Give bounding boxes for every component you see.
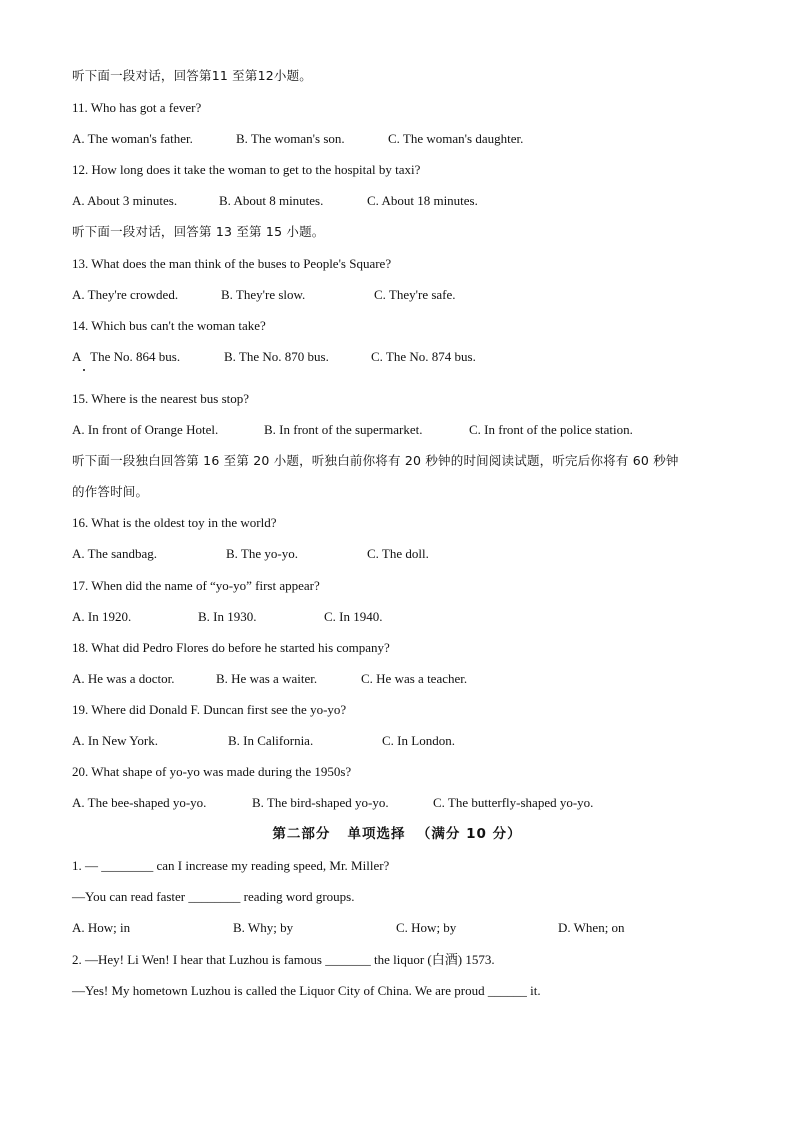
question-15-stem: 15. Where is the nearest bus stop? — [72, 391, 250, 406]
part2-question-1-line2: —You can read faster ________ reading word groups. — [72, 889, 355, 904]
question-14-option-a: A The No. 864 bus. — [72, 349, 181, 364]
question-16-stem: 16. What is the oldest toy in the world? — [72, 515, 277, 530]
question-18-option-c: C. He was a teacher. — [361, 671, 468, 686]
question-18-option-a: A. He was a doctor. — [72, 671, 175, 686]
question-14-option-b: B. The No. 870 bus. — [224, 349, 329, 364]
question-14-stem: 14. Which bus can't the woman take? — [72, 318, 266, 333]
question-18-option-b: B. He was a waiter. — [216, 671, 318, 686]
question-17-stem: 17. When did the name of “yo-yo” first appear? — [72, 578, 320, 593]
question-15-option-b: B. In front of the supermarket. — [264, 422, 423, 437]
question-17-option-c: C. In 1940. — [324, 609, 383, 624]
question-11-option-c: C. The woman's daughter. — [388, 131, 524, 146]
question-12-option-a: A. About 3 minutes. — [72, 193, 178, 208]
question-17-option-b: B. In 1930. — [198, 609, 257, 624]
question-19-stem: 19. Where did Donald F. Duncan first see the yo-yo? — [72, 702, 347, 717]
instruction-q16-20-line1: 听下面一段独白回答第 16 至第 20 小题，听独白前你将有 20 秒钟的时间阅读试题，听完后你将有 60 秒钟 — [72, 453, 679, 468]
question-11-option-b: B. The woman's son. — [236, 131, 345, 146]
part2-question-1-option-b: B. Why; by — [233, 920, 294, 935]
question-11-stem: 11. Who has got a fever? — [72, 100, 202, 115]
instruction-q16-20-line2: 的作答时间。 — [72, 484, 149, 499]
question-16-option-c: C. The doll. — [367, 546, 429, 561]
stray-dot-mark — [83, 369, 85, 371]
part2-question-2-line1: 2. —Hey! Li Wen! I hear that Luzhou is famous _______ the liquor (白酒) 1573. — [72, 952, 495, 967]
question-12-stem: 12. How long does it take the woman to get to the hospital by taxi? — [72, 162, 421, 177]
question-16-option-a: A. The sandbag. — [72, 546, 157, 561]
part2-question-1-line1: 1. — ________ can I increase my reading speed, Mr. Miller? — [72, 858, 390, 873]
part-two-heading: 第二部分 单项选择 （满分 10 分） — [272, 826, 522, 842]
question-18-stem: 18. What did Pedro Flores do before he started his company? — [72, 640, 390, 655]
question-11-option-a: A. The woman's father. — [72, 131, 193, 146]
question-13-stem: 13. What does the man think of the buses to People's Square? — [72, 256, 392, 271]
instruction-q11-12: 听下面一段对话，回答第11 至第12小题。 — [72, 68, 312, 83]
part2-question-2-line2: —Yes! My hometown Luzhou is called the Liquor City of China. We are proud ______ it. — [72, 983, 541, 998]
question-12-option-b: B. About 8 minutes. — [219, 193, 324, 208]
question-15-option-c: C. In front of the police station. — [469, 422, 633, 437]
question-13-option-c: C. They're safe. — [374, 287, 456, 302]
question-19-option-b: B. In California. — [228, 733, 314, 748]
question-19-option-a: A. In New York. — [72, 733, 158, 748]
question-19-option-c: C. In London. — [382, 733, 455, 748]
question-20-option-a: A. The bee-shaped yo-yo. — [72, 795, 207, 810]
question-15-option-a: A. In front of Orange Hotel. — [72, 422, 219, 437]
question-13-option-a: A. They're crowded. — [72, 287, 179, 302]
part2-question-1-option-a: A. How; in — [72, 920, 131, 935]
instruction-q13-15: 听下面一段对话，回答第 13 至第 15 小题。 — [72, 224, 325, 239]
question-12-option-c: C. About 18 minutes. — [367, 193, 478, 208]
part2-question-1-option-c: C. How; by — [396, 920, 457, 935]
question-16-option-b: B. The yo-yo. — [226, 546, 298, 561]
question-20-option-b: B. The bird-shaped yo-yo. — [252, 795, 389, 810]
question-14-option-c: C. The No. 874 bus. — [371, 349, 476, 364]
question-20-stem: 20. What shape of yo-yo was made during the 1950s? — [72, 764, 352, 779]
question-13-option-b: B. They're slow. — [221, 287, 306, 302]
question-20-option-c: C. The butterfly-shaped yo-yo. — [433, 795, 594, 810]
part2-question-1-option-d: D. When; on — [558, 920, 625, 935]
question-17-option-a: A. In 1920. — [72, 609, 132, 624]
